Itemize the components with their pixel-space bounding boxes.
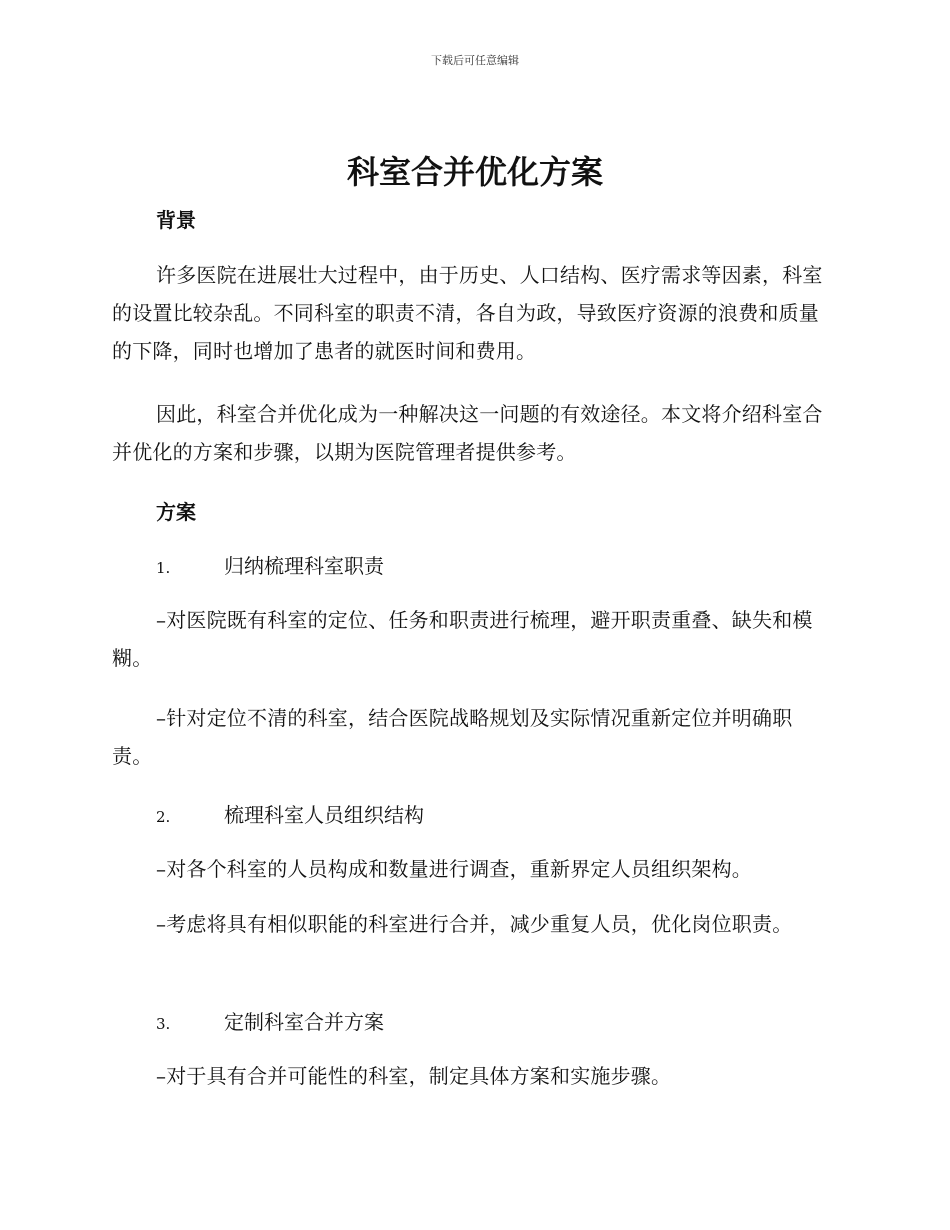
step-title: 梳理科室人员组织结构 [224, 803, 424, 827]
bullet-paragraph: –对各个科室的人员构成和数量进行调查，重新界定人员组织架构。 [156, 857, 752, 881]
bullet-paragraph: –对于具有合并可能性的科室，制定具体方案和实施步骤。 [156, 1064, 672, 1088]
step-number: 3. [156, 1015, 171, 1033]
section-heading-plan: 方案 [156, 500, 196, 524]
paragraph: 因此，科室合并优化成为一种解决这一问题的有效途径。本文将介绍科室合并优化的方案和步骤，以期为医院管理者提供参考。 [112, 402, 823, 464]
step-title: 归纳梳理科室职责 [224, 554, 384, 578]
page-header-note: 下载后可任意编辑 [431, 54, 519, 67]
step-3-heading [156, 1008, 384, 1038]
bullet-paragraph: –考虑将具有相似职能的科室进行合并，减少重复人员，优化岗位职责。 [156, 912, 793, 936]
step-1-heading [156, 552, 384, 582]
paragraph: 许多医院在进展壮大过程中，由于历史、人口结构、医疗需求等因素，科室的设置比较杂乱。不同科室的职责不清，各自为政，导致医疗资源的浪费和质量的下降，同时也增加了患者的就医时间和费用。 [112, 263, 823, 363]
step-title: 定制科室合并方案 [224, 1010, 384, 1034]
step-number: 2. [156, 808, 171, 826]
document-title: 科室合并优化方案 [346, 153, 603, 191]
section-heading-background: 背景 [156, 208, 196, 232]
bullet-paragraph: –对医院既有科室的定位、任务和职责进行梳理，避开职责重叠、缺失和模糊。 [112, 608, 813, 670]
step-number: 1. [156, 559, 171, 577]
bullet-paragraph: –针对定位不清的科室，结合医院战略规划及实际情况重新定位并明确职责。 [112, 706, 793, 768]
step-2-heading [156, 801, 424, 831]
